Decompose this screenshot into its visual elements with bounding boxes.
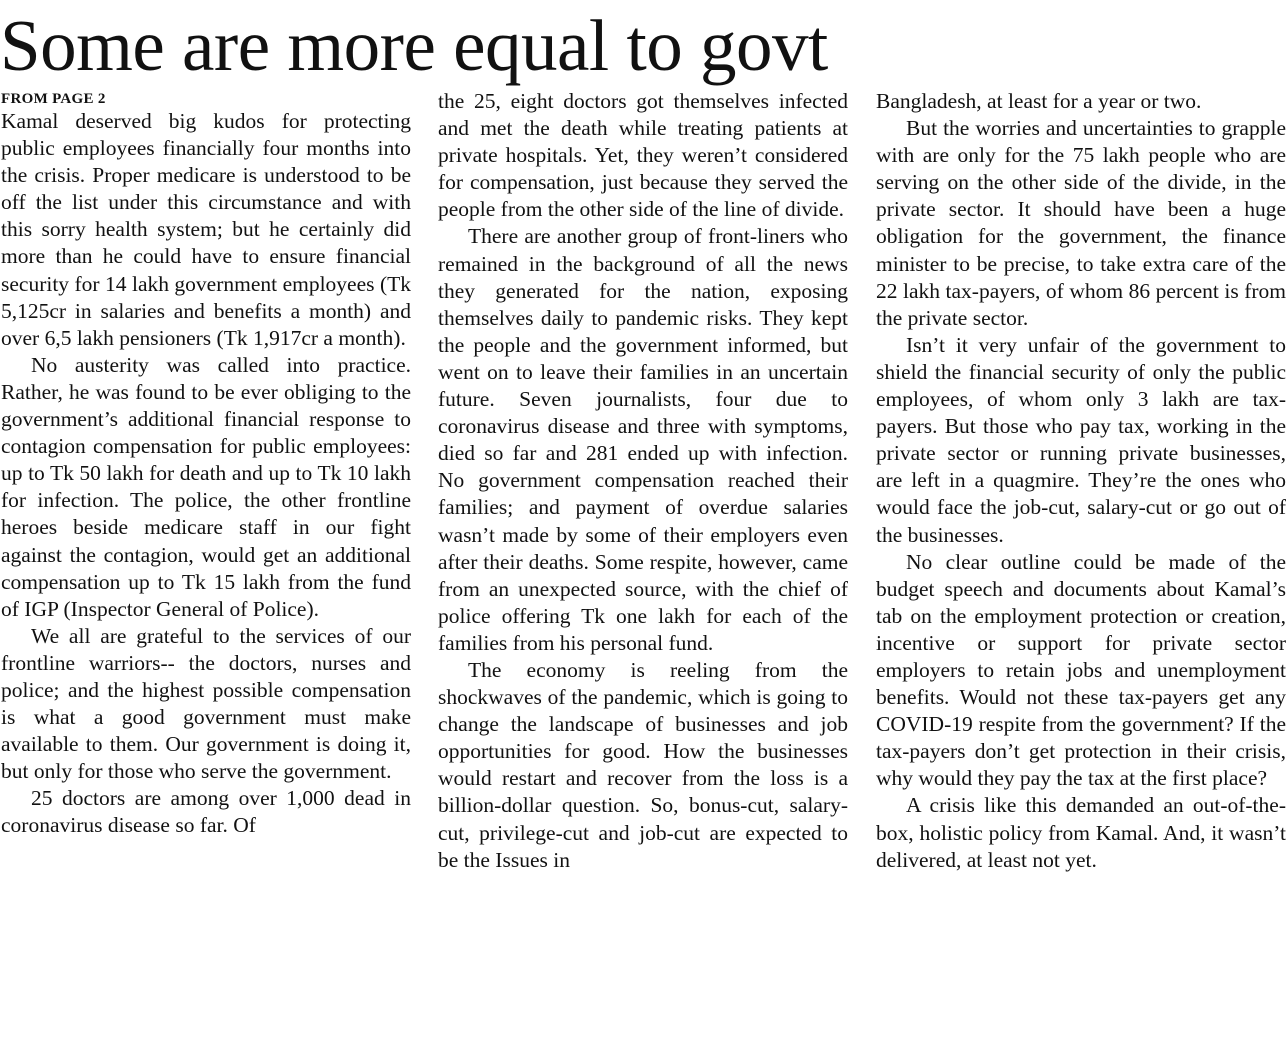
paragraph: Bangladesh, at least for a year or two. [876, 89, 1202, 113]
paragraph: the 25, eight doctors got themselves infected and met the death while treating patients at private hospitals. Yet, they weren’t considered for compensation, just because they served the people from the other side of the line of divide. [438, 89, 848, 222]
paragraph: The economy is reeling from the shockwaves of the pandemic, which is going to change the landscape of businesses and job opportunities for good. How the businesses would restart and recover from the loss is a billion-dollar question. So, bonus-cut, salary-cut, privilege-cut and job-cut are expected to be the Issues in [438, 657, 848, 872]
article-headline: Some are more equal to govt [0, 5, 828, 86]
continued-from-label: FROM PAGE 2 [1, 91, 106, 107]
article-column-1 [1, 88, 411, 1060]
paragraph: No clear outline could be made of the budget speech and documents about Kamal’s tab on the employment protection or creation, incentive or support for private sector employers to retain jobs and unemployment benefits. Would not these tax-payers get any COVID-19 respite from the government? If the tax-payers don’t get protection in their crisis, why would they pay the tax at the first place? [876, 549, 1286, 791]
paragraph: 25 doctors are among over 1,000 dead in coronavirus disease so far. Of [1, 786, 411, 838]
paragraph: Kamal deserved big kudos for protecting public employees financially four months into the crisis. Proper medicare is understood to be off the list under this circumstance and with this sorry health system; but he certainly did more than he could have to ensure financial security for 14 lakh government employees (Tk 5,125cr in salaries and benefits a month) and over 6,5 lakh pensioners (Tk 1,917cr a month). [1, 109, 411, 350]
paragraph: There are another group of front-liners who remained in the background of all the news they generated for the nation, exposing themselves daily to pandemic risks. They kept the people and the government informed, but went on to leave their families in an uncertain future. Seven journalists, four due to coronavirus disease and three with symptoms, died so far and 281 ended up with infection. No government compensation reached their families; and payment of overdue salaries wasn’t made by some of their employers even after their deaths. Some respite, however, came from an unexpected source, with the chief of police offering Tk one lakh for each of the families from his personal fund. [438, 224, 848, 655]
paragraph: Isn’t it very unfair of the government to shield the financial security of only the public employees, of whom only 3 lakh are tax-payers. But those who pay tax, working in the private sector or running private businesses, are left in a quagmire. They’re the ones who would face the job-cut, salary-cut or go out of the businesses. [876, 332, 1286, 547]
paragraph: But the worries and uncertainties to grapple with are only for the 75 lakh people who are serving on the other side of the divide, in the private sector. It should have been a huge obligation for the government, the finance minister to be precise, to take extra care of the 22 lakh tax-payers, of whom 86 percent is from the private sector. [876, 116, 1286, 330]
paragraph: We all are grateful to the services of our frontline warriors-- the doctors, nurses and police; and the highest possible compensation is what a good government must make available to them. Our government is doing it, but only for those who serve the government. [1, 623, 411, 784]
paragraph: No austerity was called into practice. Rather, he was found to be ever obliging to the government’s additional financial response to contagion compensation for public employees: up to Tk 50 lakh for death and up to Tk 10 lakh for infection. The police, the other frontline heroes beside medicare staff in our fight against the contagion, would get an additional compensation up to Tk 15 lakh from the fund of IGP (Inspector General of Police). [1, 352, 411, 621]
paragraph: A crisis like this demanded an out-of-the-box, holistic policy from Kamal. And, it wasn’t delivered, at least not yet. [876, 793, 1286, 872]
article-column-3 [876, 88, 1286, 1060]
article-column-2 [438, 88, 848, 1060]
